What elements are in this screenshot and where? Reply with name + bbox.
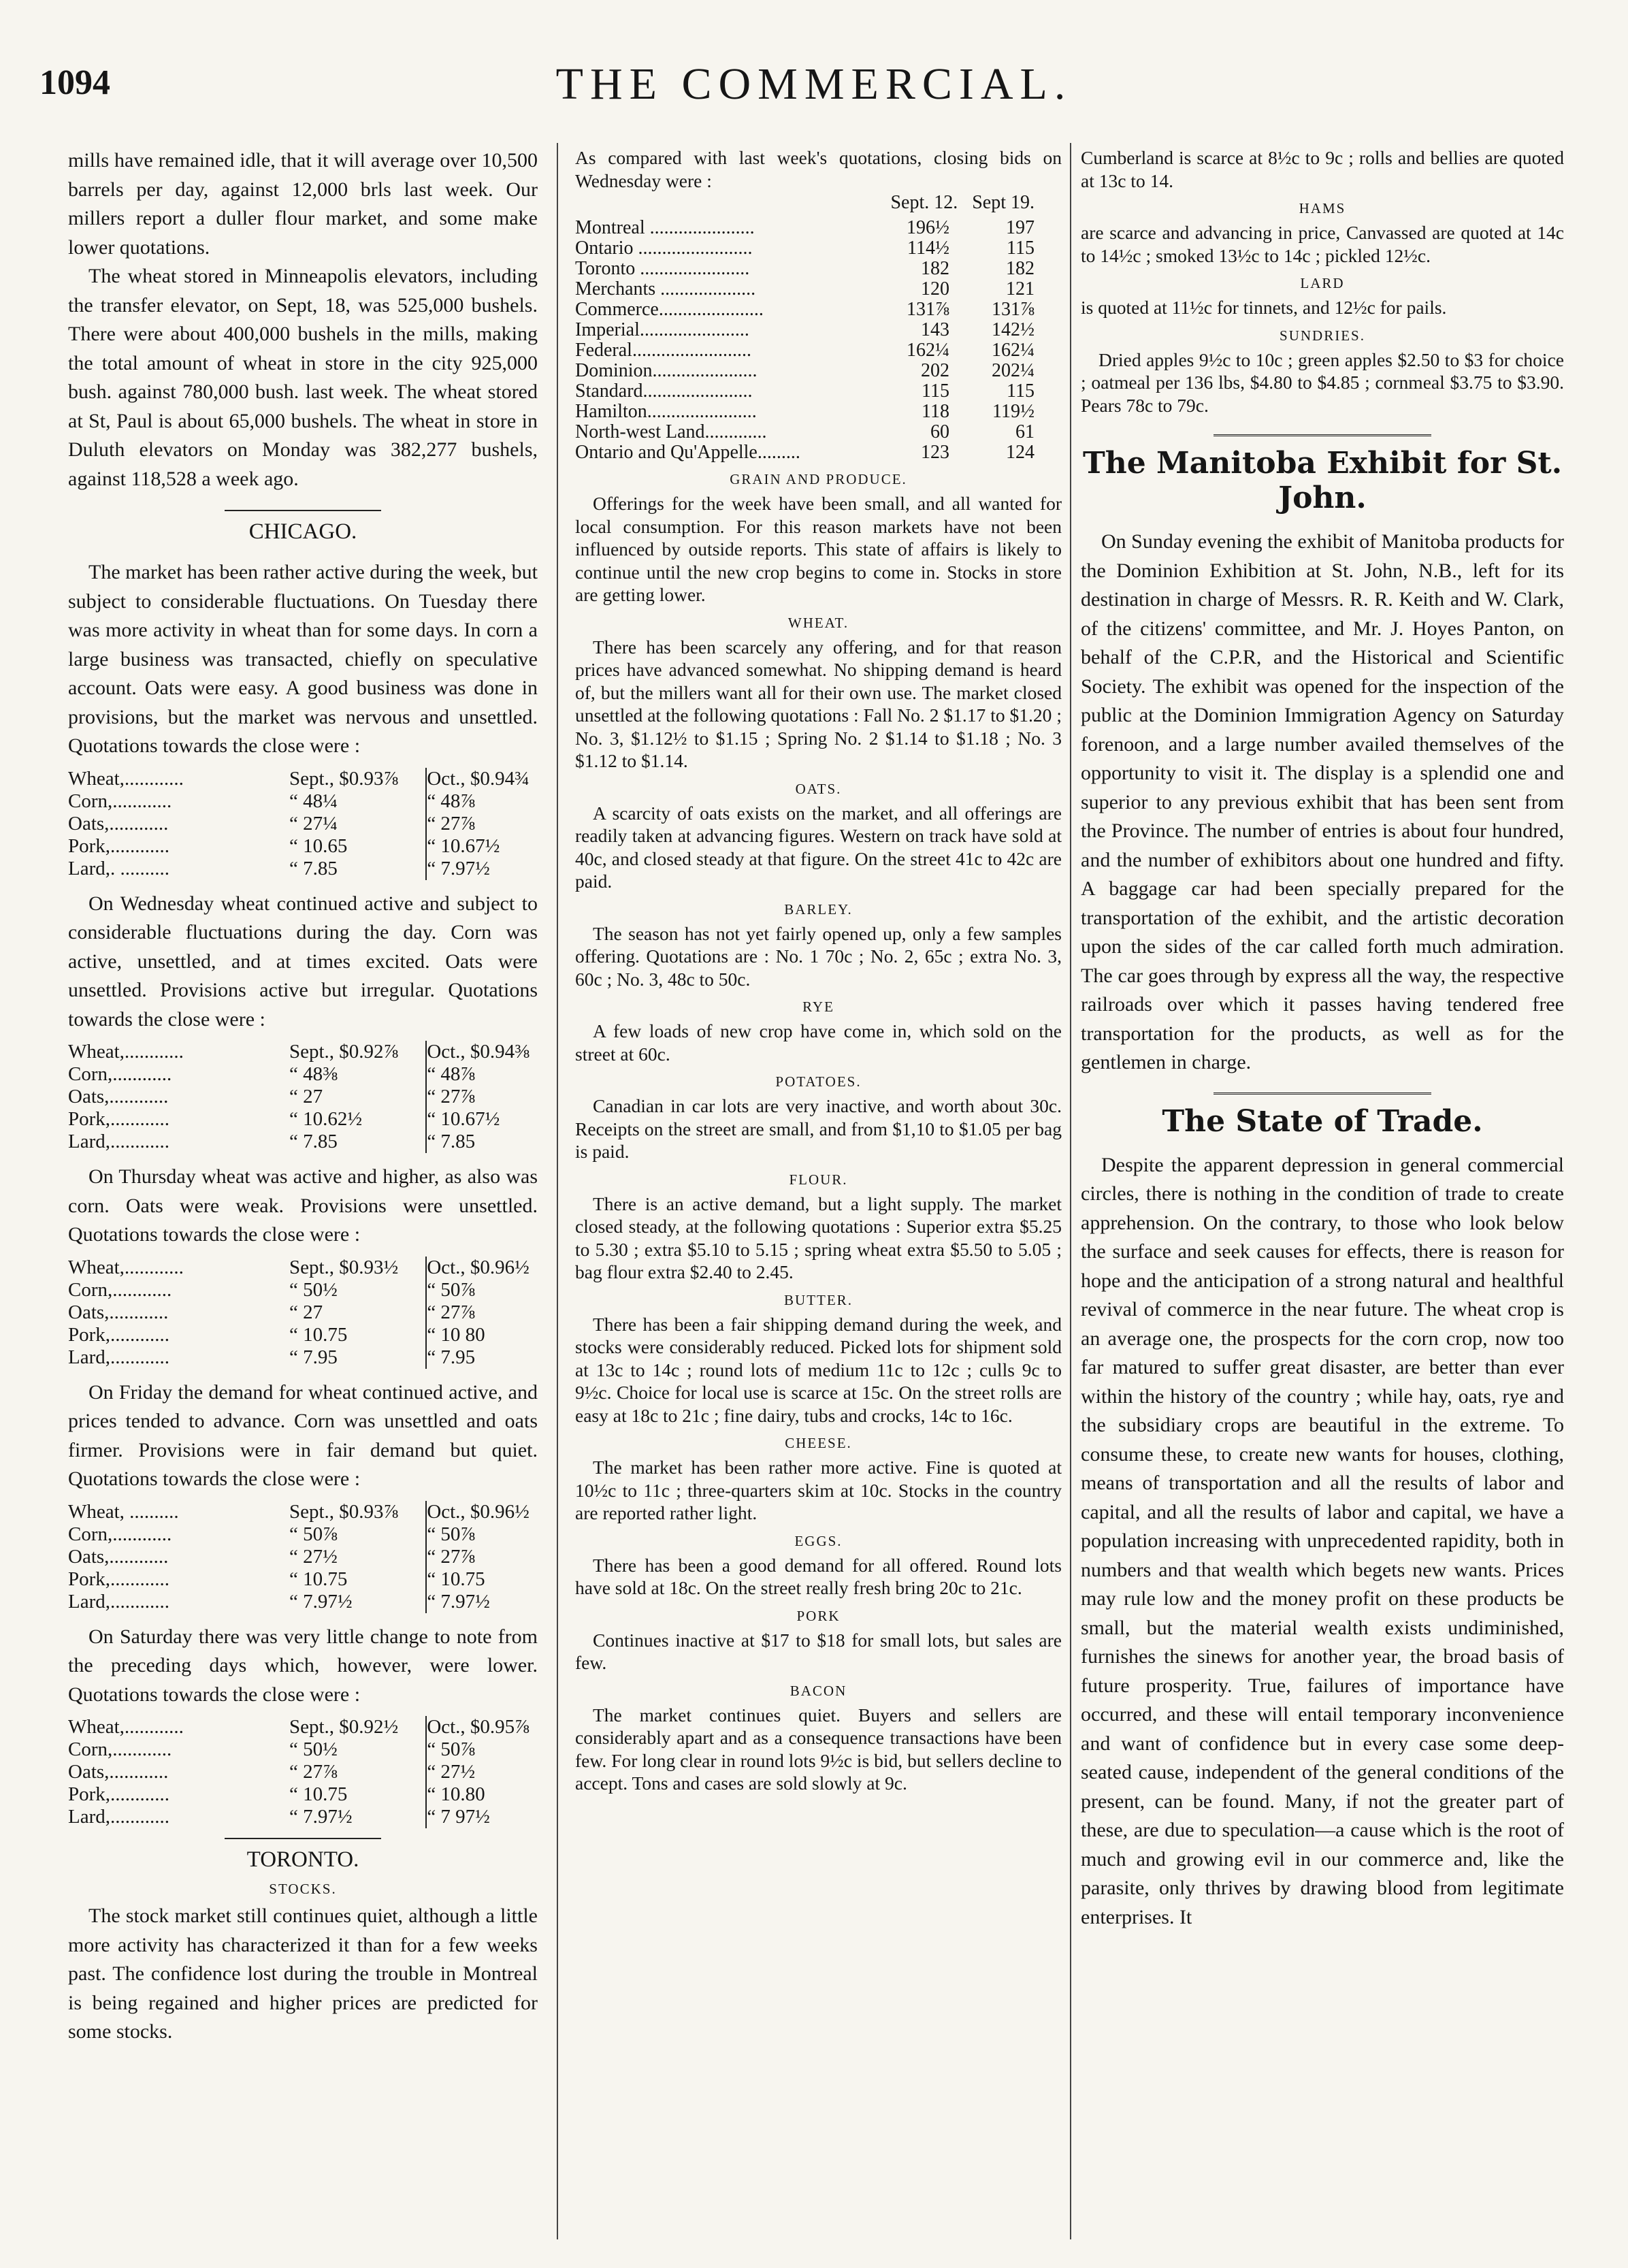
bid-sept-19: 115 bbox=[1007, 238, 1035, 259]
table-row bbox=[68, 1301, 530, 1324]
commodity-label: Lard,............ bbox=[68, 1131, 169, 1152]
bid-sept-12: 114½ bbox=[907, 238, 949, 259]
sept-price: Sept., $0.93⅞ bbox=[289, 767, 399, 790]
paragraph: There has been a fair shipping demand during the week, and stocks were considerably reduced. Picked lots for shipment sold at 13c to 14c ; round lots of medium 11c to 12c ; culls 9c to 9½c. Choice for local use is scarce at 15c. On the street rolls are easy at 18c to 21c ; fine dairy, tubs and crocks, 14c to 16c. bbox=[575, 1313, 1062, 1426]
commodity-label: Oats,............ bbox=[68, 1086, 169, 1107]
sept-price: “ 7.95 bbox=[289, 1346, 338, 1368]
commodity-label: Corn,............ bbox=[68, 1738, 172, 1760]
sept-price: “ 27⅞ bbox=[289, 1761, 338, 1783]
table-row bbox=[68, 1716, 530, 1738]
paragraph: Canadian in car lots are very inactive, and worth about 30c. Receipts on the street are small, and from $1,10 to $1.05 per bag is paid. bbox=[575, 1095, 1062, 1162]
bank-name: Imperial....................... bbox=[575, 319, 749, 340]
bank-name: Federal......................... bbox=[575, 340, 751, 361]
paragraph: The season has not yet fairly opened up, only a few samples offering. Quotations are : No. 1 70c ; No. 2, 65c ; extra No. 3, 60c ; No. 3, 48c to 50c. bbox=[575, 922, 1062, 990]
heading-text: TORONTO. bbox=[246, 1847, 359, 1872]
oct-price: “ 7.97½ bbox=[427, 1590, 490, 1613]
oct-price: “ 50⅞ bbox=[427, 1738, 476, 1760]
quotation-table-tuesday bbox=[68, 768, 530, 880]
bank-name: Montreal ...................... bbox=[575, 217, 755, 238]
bank-name: Ontario ........................ bbox=[575, 238, 753, 259]
oct-price: “ 27⅞ bbox=[427, 1545, 476, 1568]
sept-price: “ 27½ bbox=[289, 1545, 338, 1568]
sept-price: “ 50⅞ bbox=[289, 1523, 338, 1545]
bank-name: Toronto ....................... bbox=[575, 258, 750, 279]
quotation-table-saturday bbox=[68, 1716, 530, 1828]
table-row bbox=[575, 279, 1062, 299]
table-row bbox=[68, 1279, 530, 1301]
commodity-label: Oats,............ bbox=[68, 1545, 169, 1568]
oct-price: Oct., $0.94⅜ bbox=[427, 1041, 530, 1063]
paragraph: mills have remained idle, that it will average over 10,500 barrels per day, against 12,000 brls last week. Our millers report a duller flour market, and some make lower quotations. bbox=[68, 149, 538, 259]
paragraph: There has been a good demand for all offered. Round lots have sold at 18c. On the street really fresh bring 20c to 21c. bbox=[575, 1554, 1062, 1598]
bid-sept-12: 196½ bbox=[907, 217, 949, 238]
table-row bbox=[68, 790, 530, 813]
sept-price: Sept., $0.93½ bbox=[289, 1256, 399, 1278]
table-row bbox=[68, 1131, 530, 1153]
paragraph: On Saturday there was very little change to note from the preceding days which, however, were lower. Quotations towards the close were : bbox=[68, 1625, 538, 1706]
sept-price: Sept., $0.92⅞ bbox=[289, 1041, 399, 1063]
oct-price: “ 27⅞ bbox=[427, 812, 476, 835]
table-row bbox=[68, 1041, 530, 1063]
bid-sept-12: 202 bbox=[921, 360, 949, 381]
subheading-grain: GRAIN AND PRODUCE. bbox=[730, 471, 907, 487]
sept-price: “ 27¼ bbox=[289, 812, 338, 835]
subheading-barley: BARLEY. bbox=[784, 901, 853, 918]
paragraph: Offerings for the week have been small, and all wanted for local consumption. For this reason markets have not been influenced by outside reports. This state of affairs is likely to continue until the new crop begins to come in. Stocks in store are getting lower. bbox=[575, 493, 1062, 605]
column-rule-2 bbox=[1070, 143, 1071, 2239]
oct-price: Oct., $0.96½ bbox=[427, 1256, 530, 1278]
commodity-label: Wheat,............ bbox=[68, 1716, 184, 1738]
commodity-label: Lard,............ bbox=[68, 1346, 169, 1368]
commodity-label: Corn,............ bbox=[68, 790, 172, 812]
commodity-label: Oats,............ bbox=[68, 1301, 169, 1323]
masthead-title: THE COMMERCIAL. bbox=[555, 59, 1073, 109]
commodity-label: Pork,............ bbox=[68, 835, 170, 857]
article-heading-trade bbox=[1081, 1092, 1564, 1139]
table-row bbox=[68, 1501, 530, 1523]
table-row bbox=[575, 402, 1062, 422]
table-row bbox=[68, 1063, 530, 1086]
paragraph: There has been scarcely any offering, and for that reason prices have advanced somewhat. No shipping demand is heard of, but the millers want all for their own use. The market closed unsettled at the following quotations : Fall No. 2 $1.17 to $1.20 ; No. 3, $1.12½ to $1.15 ; Spring No. 2 $1.14 to $1.18 ; No. 3 $1.12 to $1.14. bbox=[575, 636, 1062, 771]
commodity-label: Wheat,............ bbox=[68, 767, 184, 790]
table-row bbox=[68, 858, 530, 880]
oct-price: “ 48⅞ bbox=[427, 1063, 476, 1085]
paragraph: As compared with last week's quotations, closing bids on Wednesday were : bbox=[575, 147, 1062, 191]
subheading-pork: PORK bbox=[796, 1607, 841, 1624]
paragraph: The market has been rather active during the week, but subject to considerable fluctuations. On Tuesday there was more activity in wheat than for some days. In corn a large business was transacted, chiefly on speculative account. Oats were easy. A good business was done in provisions, but the market was nervous and unsettled. Quotations towards the close were : bbox=[68, 561, 538, 757]
bank-name: Hamilton....................... bbox=[575, 401, 757, 422]
subheading-hams: HAMS bbox=[1299, 200, 1346, 216]
table-row bbox=[68, 1568, 530, 1591]
sept-price: “ 7.97½ bbox=[289, 1806, 353, 1828]
bank-name: Merchants .................... bbox=[575, 278, 756, 299]
commodity-label: Oats,............ bbox=[68, 1761, 169, 1783]
bid-sept-19: 124 bbox=[1006, 442, 1035, 463]
paragraph: On Sunday evening the exhibit of Manitoba products for the Dominion Exhibition at St. John, N.B., left for its destination in charge of Messrs. R. R. Keith and W. Clark, of the citizens' committee, and Mr. J. Hoyes Panton, on behalf of the C.P.R, and the Historical and Scientific Society. The exhibit was opened for the inspection of the public at the Dominion Immigration Agency on Saturday forenoon, and a large number availed themselves of the opportunity to visit it. The display is a splendid one and superior to any previous exhibit that has been sent from the Province. The number of entries is about four hundred, and the number of exhibitors about one hundred and fifty. A baggage car had been specially prepared for the transportation of the exhibit, and the artistic decoration upon the sides of the car called forth much admiration. The car goes through by express all the way, the respective railroads over which it passes having tendered free transportation for the products, as well as for the gentlemen in charge. bbox=[1081, 530, 1564, 1073]
paragraph: On Wednesday wheat continued active and subject to considerable fluctuations during the day. Corn was active, unsettled, and at times excited. Oats were unsettled. Provisions active but irregular. Quotations towards the close were : bbox=[68, 892, 538, 1031]
sept-price: “ 48¼ bbox=[289, 790, 338, 812]
table-row bbox=[68, 1591, 530, 1613]
commodity-label: Pork,............ bbox=[68, 1568, 170, 1590]
table-row bbox=[68, 1086, 530, 1108]
bid-sept-19: 197 bbox=[1006, 217, 1035, 238]
paragraph: There is an active demand, but a light supply. The market closed steady, at the following quotations : Superior extra $5.25 to 5.30 ; extra $5.10 to 5.15 ; spring wheat extra $5.50 to 5.05 ; bag flour extra $2.40 to 2.45. bbox=[575, 1193, 1062, 1282]
commodity-label: Lard,............ bbox=[68, 1590, 169, 1613]
table-row bbox=[68, 1738, 530, 1761]
paragraph: is quoted at 11½c for tinnets, and 12½c for pails. bbox=[1081, 297, 1447, 318]
heading-text: The Manitoba Exhibit for St. John. bbox=[1082, 446, 1563, 515]
oct-price: “ 10 80 bbox=[427, 1323, 485, 1346]
bank-name: Ontario and Qu'Appelle......... bbox=[575, 442, 800, 463]
commodity-label: Corn,............ bbox=[68, 1063, 172, 1085]
sept-price: “ 7.85 bbox=[289, 1131, 338, 1152]
heading-text: The State of Trade. bbox=[1162, 1103, 1483, 1139]
table-row bbox=[68, 1523, 530, 1546]
column-2 bbox=[575, 146, 1062, 2236]
bid-sept-12: 118 bbox=[922, 401, 949, 422]
subheading-flour: FLOUR. bbox=[789, 1171, 848, 1188]
bank-name: Commerce...................... bbox=[575, 299, 764, 320]
bid-sept-19: 131⅞ bbox=[992, 299, 1035, 320]
paragraph: A scarcity of oats exists on the market, and all offerings are readily taken at advancing figures. Western on track have sold at 40c, and closed steady at that figure. On the street 41c to 42c are paid. bbox=[575, 802, 1062, 892]
sept-price: “ 50½ bbox=[289, 1738, 338, 1760]
heading-rule bbox=[225, 1838, 381, 1839]
oct-price: “ 27½ bbox=[427, 1761, 476, 1783]
bid-sept-19: 115 bbox=[1007, 380, 1035, 402]
bid-sept-12: 162¼ bbox=[907, 340, 949, 361]
oct-price: “ 10.67½ bbox=[427, 1108, 500, 1130]
oct-price: Oct., $0.96½ bbox=[427, 1500, 530, 1523]
paragraph: The wheat stored in Minneapolis elevators, including the transfer elevator, on Sept, 18, was 525,000 bushels. There were about 400,000 bushels in the mills, making the total amount of wheat in store in the city 925,000 bush. against 780,000 bush. last week. The wheat stored at St, Paul is about 65,000 bushels. The wheat in store in Duluth elevators on Monday was 382,277 bushels, against 118,528 a week ago. bbox=[68, 265, 538, 490]
bid-sept-12: 143 bbox=[921, 319, 949, 340]
article-heading-manitoba bbox=[1081, 434, 1564, 515]
table-row bbox=[575, 238, 1062, 259]
column-header: Sept. 12. bbox=[890, 192, 958, 213]
oct-price: “ 27⅞ bbox=[427, 1086, 476, 1107]
quotation-table-thursday bbox=[68, 1257, 530, 1369]
bank-name: North-west Land............. bbox=[575, 421, 767, 442]
heading-text: CHICAGO. bbox=[248, 519, 357, 544]
paragraph: On Thursday wheat was active and higher, as also was corn. Oats were weak. Provisions were unsettled. Quotations towards the close were : bbox=[68, 1165, 538, 1246]
commodity-label: Pork,............ bbox=[68, 1108, 170, 1130]
table-row bbox=[68, 1783, 530, 1806]
table-row bbox=[68, 1761, 530, 1783]
commodity-label: Pork,............ bbox=[68, 1323, 170, 1346]
sept-price: Sept., $0.92½ bbox=[289, 1716, 399, 1738]
commodity-label: Corn,............ bbox=[68, 1523, 172, 1545]
sept-price: “ 48⅜ bbox=[289, 1063, 338, 1085]
bid-sept-19: 119½ bbox=[992, 401, 1035, 422]
table-row bbox=[68, 768, 530, 790]
table-row bbox=[575, 422, 1062, 442]
heading-rule bbox=[1214, 434, 1431, 436]
bank-name: Standard....................... bbox=[575, 380, 753, 402]
sept-price: “ 10.75 bbox=[289, 1568, 348, 1590]
paragraph: The market has been rather more active. Fine is quoted at 10½c to 11c ; three-quarters skim at 10c. Stocks in the country are reported rather light. bbox=[575, 1457, 1062, 1523]
heading-rule bbox=[1214, 1092, 1431, 1095]
oct-price: Oct., $0.94¾ bbox=[427, 767, 530, 790]
paragraph: The market continues quiet. Buyers and sellers are considerably apart and as a consequence transactions have been few. For long clear in round lots 9½c is bid, but sellers decline to accept. Tons and cases are sold slowly at 9c. bbox=[575, 1704, 1062, 1794]
paragraph: The stock market still continues quiet, although a little more activity has characterized it than for a few weeks past. The confidence lost during the trouble in Montreal is being regained and higher prices are predicted for some stocks. bbox=[68, 1905, 538, 2043]
paragraph: Dried apples 9½c to 10c ; green apples $2.50 to $3 for choice ; oatmeal per 136 lbs, $4.80 to $4.85 ; cornmeal $3.75 to $3.90. Pears 78c to 79c. bbox=[1081, 349, 1564, 416]
subheading-sundries: SUNDRIES. bbox=[1280, 327, 1365, 344]
page-number: 1094 bbox=[39, 63, 110, 102]
commodity-label: Lard,. .......... bbox=[68, 857, 169, 879]
subheading-eggs: EGGS. bbox=[794, 1532, 843, 1549]
page-header bbox=[0, 0, 1628, 143]
sept-price: “ 10.75 bbox=[289, 1783, 348, 1805]
bank-table-header bbox=[575, 192, 1062, 214]
section-heading-toronto bbox=[68, 1838, 538, 1873]
commodity-label: Wheat, .......... bbox=[68, 1500, 179, 1523]
paragraph: are scarce and advancing in price, Canvassed are quoted at 14c to 14½c ; smoked 13½c to 14c ; pickled 12½c. bbox=[1081, 222, 1564, 266]
quotation-table-friday bbox=[68, 1501, 530, 1613]
bank-name: Dominion...................... bbox=[575, 360, 758, 381]
table-row bbox=[68, 1257, 530, 1279]
table-row bbox=[575, 381, 1062, 402]
sept-price: “ 27 bbox=[289, 1086, 323, 1107]
subheading-lard: LARD bbox=[1300, 275, 1345, 291]
oct-price: “ 10.67½ bbox=[427, 835, 500, 857]
table-row bbox=[575, 320, 1062, 340]
commodity-label: Wheat,............ bbox=[68, 1041, 184, 1063]
bid-sept-19: 121 bbox=[1006, 278, 1035, 299]
oct-price: Oct., $0.95⅞ bbox=[427, 1716, 530, 1738]
table-row bbox=[575, 340, 1062, 361]
commodity-label: Lard,............ bbox=[68, 1806, 169, 1828]
sept-price: “ 27 bbox=[289, 1301, 323, 1323]
sept-price: “ 7.97½ bbox=[289, 1590, 353, 1613]
oct-price: “ 48⅞ bbox=[427, 790, 476, 812]
sept-price: “ 10.75 bbox=[289, 1323, 348, 1346]
heading-rule bbox=[225, 510, 381, 511]
bid-sept-12: 182 bbox=[921, 258, 949, 279]
bid-sept-12: 131⅞ bbox=[907, 299, 949, 320]
subheading-potatoes: POTATOES. bbox=[775, 1073, 862, 1090]
column-1 bbox=[68, 146, 538, 2236]
paragraph: A few loads of new crop have come in, which sold on the street at 60c. bbox=[575, 1020, 1062, 1065]
section-heading-chicago bbox=[68, 510, 538, 545]
bid-sept-19: 162¼ bbox=[992, 340, 1035, 361]
bid-sept-12: 60 bbox=[930, 421, 949, 442]
oct-price: “ 10.75 bbox=[427, 1568, 485, 1590]
table-row bbox=[575, 259, 1062, 279]
table-row bbox=[575, 442, 1062, 463]
oct-price: “ 10.80 bbox=[427, 1783, 485, 1805]
sept-price: “ 50½ bbox=[289, 1278, 338, 1301]
table-row bbox=[575, 299, 1062, 320]
table-row bbox=[68, 813, 530, 835]
oct-price: “ 7.95 bbox=[427, 1346, 476, 1368]
bid-sept-19: 182 bbox=[1006, 258, 1035, 279]
sept-price: “ 7.85 bbox=[289, 857, 338, 879]
bank-stock-table bbox=[575, 218, 1062, 463]
subheading-cheese: CHEESE. bbox=[785, 1435, 852, 1451]
commodity-label: Wheat,............ bbox=[68, 1256, 184, 1278]
subheading-wheat: WHEAT. bbox=[787, 614, 849, 631]
subheading-rye: RYE bbox=[802, 999, 834, 1015]
table-row bbox=[68, 1806, 530, 1828]
table-row bbox=[68, 1346, 530, 1369]
bid-sept-19: 202¼ bbox=[992, 360, 1035, 381]
sept-price: “ 10.65 bbox=[289, 835, 348, 857]
subheading-bacon: BACON bbox=[789, 1682, 847, 1699]
commodity-label: Corn,............ bbox=[68, 1278, 172, 1301]
oct-price: “ 7.97½ bbox=[427, 857, 490, 879]
table-row bbox=[575, 218, 1062, 238]
table-row bbox=[68, 835, 530, 858]
oct-price: “ 27⅞ bbox=[427, 1301, 476, 1323]
bid-sept-12: 115 bbox=[922, 380, 949, 402]
subheading-oats: OATS. bbox=[795, 780, 842, 797]
column-rule-1 bbox=[557, 143, 558, 2239]
table-row bbox=[68, 1108, 530, 1131]
column-3 bbox=[1081, 146, 1564, 2236]
bid-sept-19: 61 bbox=[1015, 421, 1035, 442]
bid-sept-19: 142½ bbox=[992, 319, 1035, 340]
table-row bbox=[68, 1324, 530, 1346]
quotation-table-wednesday bbox=[68, 1041, 530, 1153]
bid-sept-12: 120 bbox=[921, 278, 949, 299]
paragraph: On Friday the demand for wheat continued active, and prices tended to advance. Corn was unsettled and oats firmer. Provisions were in fair demand but quiet. Quotations towards the close were : bbox=[68, 1380, 538, 1490]
paragraph: Despite the apparent depression in general commercial circles, there is nothing in the condition of trade to create apprehension. On the contrary, to those who look below the surface and seek causes for effects, there is reason for hope and the anticipation of a strong natural and healthful revival of commerce in the near future. The wheat crop is an average one, the prospects for the corn crop, now too far matured to suffer great disaster, are better than ever within the history of the country ; while hay, oats, rye and the subsidiary crops are beautiful in the extreme. To consume these, to create new wants for houses, clothing, means of transportation and all the results of labor and capital, and all the results of labor and capital, we have a population increasing with unprecedented rapidity, both in numbers and that wealth which begets new wants. Prices may rule low and the money profit on these products be small, but the material wealth exists undiminished, furnishes the sinews for another year, the broad basis of future prosperity. True, failures of importance have occurred, and these will entail temporary inconvenience and want of confidence but in every case some deep-seated cause, independent of the general conditions of the present, can be found. Many, if not the greater part of these, are due to speculation—a cause which is the root of much and growing evil in our commerce and, like the parasite, only thrives by drawing blood from legitimate enterprises. It bbox=[1081, 1153, 1564, 1928]
sept-price: Sept., $0.93⅞ bbox=[289, 1500, 399, 1523]
commodity-label: Oats,............ bbox=[68, 812, 169, 835]
bid-sept-12: 123 bbox=[921, 442, 949, 463]
paragraph: Cumberland is scarce at 8½c to 9c ; rolls and bellies are quoted at 13c to 14. bbox=[1081, 147, 1564, 191]
oct-price: “ 7.85 bbox=[427, 1131, 476, 1152]
column-header: Sept 19. bbox=[972, 192, 1035, 213]
oct-price: “ 50⅞ bbox=[427, 1278, 476, 1301]
sept-price: “ 10.62½ bbox=[289, 1108, 363, 1130]
oct-price: “ 7 97½ bbox=[427, 1806, 490, 1828]
table-row bbox=[68, 1546, 530, 1568]
subheading-stocks: STOCKS. bbox=[269, 1881, 337, 1897]
table-row bbox=[575, 361, 1062, 381]
oct-price: “ 50⅞ bbox=[427, 1523, 476, 1545]
paragraph: Continues inactive at $17 to $18 for small lots, but sales are few. bbox=[575, 1629, 1062, 1673]
commodity-label: Pork,............ bbox=[68, 1783, 170, 1805]
subheading-butter: BUTTER. bbox=[784, 1291, 853, 1308]
